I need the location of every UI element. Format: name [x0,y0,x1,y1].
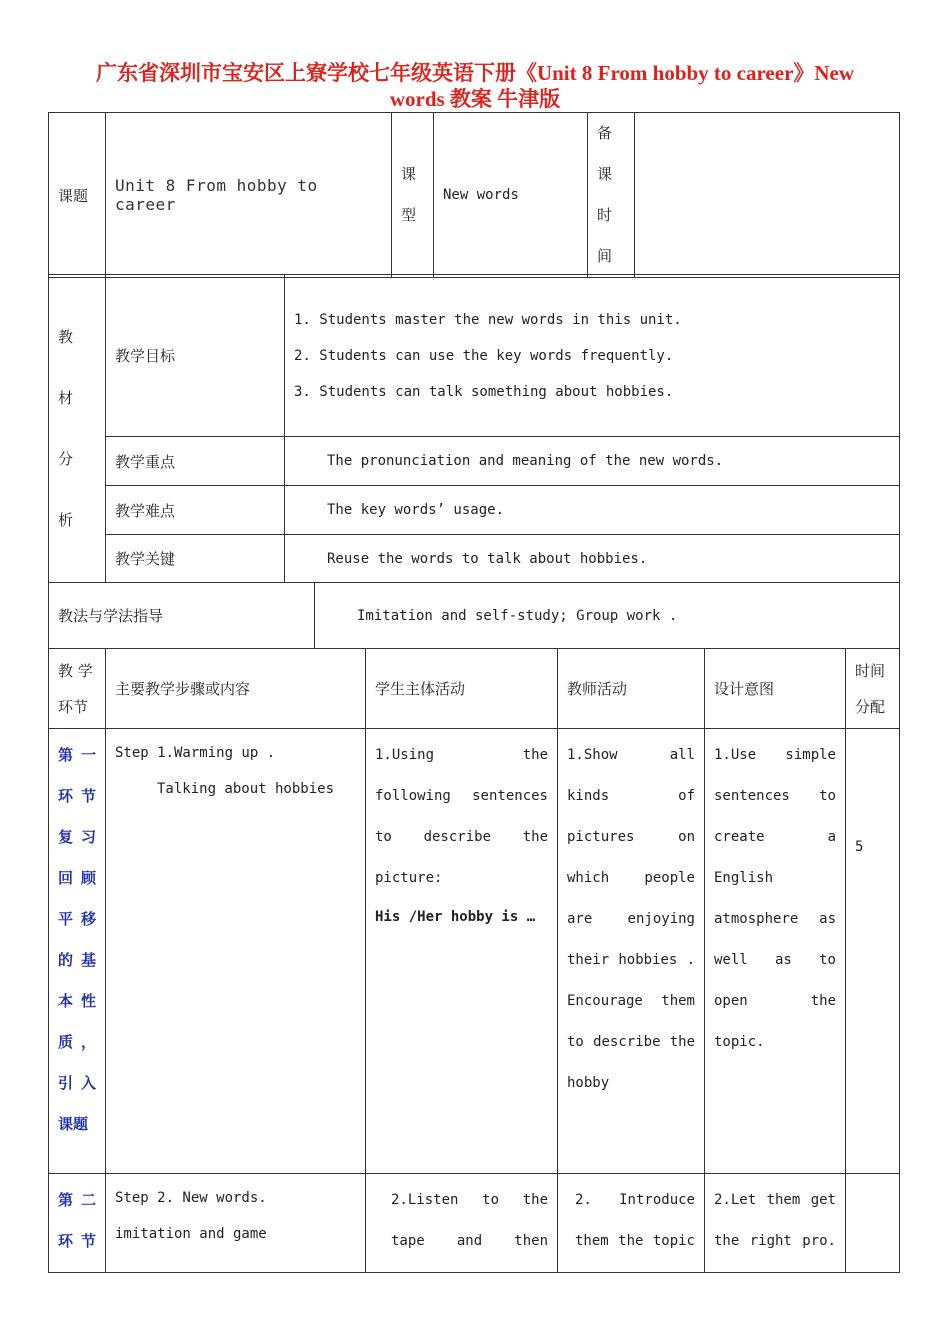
header-main-steps: 主要教学步骤或内容 [106,649,366,729]
step-2-main: Step 2. New words. imitation and game [106,1174,366,1273]
header-teacher-activity: 教师活动 [558,649,705,729]
method-text: Imitation and self-study; Group work . [315,583,900,649]
topic-label: 课题 [49,113,106,278]
header-stage: 教 学 环节 [49,649,106,729]
type-label: 课 型 [392,113,434,278]
lesson-header-table [48,112,900,278]
prep-time-label: 备 课 时 间 [588,113,635,278]
analysis-section-label: 教 材 分 析 [49,275,106,583]
table-row [49,729,900,1174]
stage-2-label: 第 二 环 节 [49,1174,106,1273]
stage-1-label: 第 一 环 节 复 习 回 顾 平 移 的 基 本 性 质 ， 引 入 课题 [49,729,106,1174]
objective-item: 1. Students master the new words in this unit. [294,311,682,328]
document-title-line-1: 广东省深圳市宝安区上寮学校七年级英语下册《Unit 8 From hobby to career》New [95,61,855,85]
step-2-student-activity: 2.Listen to the tape and then [366,1174,558,1273]
table-row [49,1174,900,1273]
header-time: 时间 分配 [846,649,900,729]
objective-item: 2. Students can use the key words frequently. [294,347,674,364]
objectives-label: 教学目标 [106,275,285,437]
topic-value: Unit 8 From hobby to career [115,176,318,214]
header-student-activity: 学生主体活动 [366,649,558,729]
header-design-intent: 设计意图 [705,649,846,729]
prep-time-value [635,113,900,278]
key-text: Reuse the words to talk about hobbies. [285,535,900,583]
topic-value-cell [106,113,392,278]
material-analysis-table [48,274,900,583]
step-1-time: 5 [846,729,900,1174]
step-2-teacher-activity: 2. Introduce them the topic [558,1174,705,1273]
key-points-label: 教学重点 [106,437,285,486]
method-label: 教法与学法指导 [49,583,315,649]
step-2-time [846,1174,900,1273]
key-label: 教学关键 [106,535,285,583]
document-title-line-2: words 教案 牛津版 [389,87,561,111]
method-table [48,582,900,649]
step-1-main: Step 1.Warming up . Talking about hobbies [106,729,366,1174]
document-title [60,60,890,112]
step-1-student-activity: 1.Using the following sentences to describe the picture: His /Her hobby is … [366,729,558,1174]
step-2-design-intent: 2.Let them get the right pro. [705,1174,846,1273]
type-value: New words [434,113,588,278]
difficulties-label: 教学难点 [106,486,285,535]
difficulties-text: The key words’ usage. [285,486,900,535]
step-1-teacher-activity: 1.Show all kinds of pictures on which people are enjoying their hobbies . Encourage them to describe the hobby [558,729,705,1174]
student-example-sentence: His /Her hobby is … [375,909,536,925]
objectives-list [285,275,900,437]
teaching-steps-table [48,648,900,1273]
key-points-text: The pronunciation and meaning of the new words. [285,437,900,486]
objective-item: 3. Students can talk something about hobbies. [294,383,674,400]
step-1-design-intent: 1.Use simple sentences to create a English atmosphere as well as to open the topic. [705,729,846,1174]
